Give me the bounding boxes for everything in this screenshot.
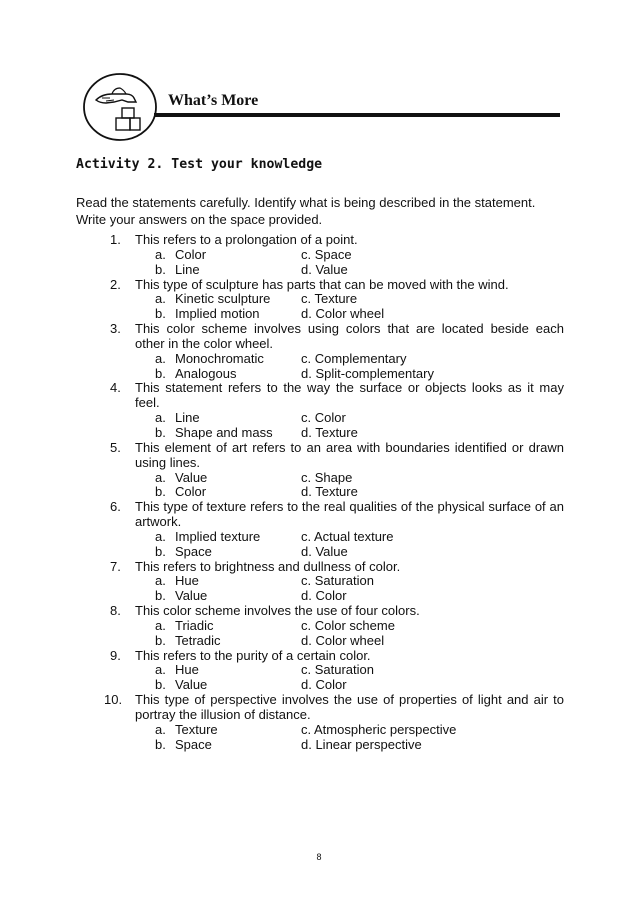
- option-right: c. Complementary: [301, 350, 407, 366]
- option-right: d. Color: [301, 677, 347, 693]
- question-number: 6.: [110, 499, 121, 515]
- option-right: c. Saturation: [301, 662, 374, 678]
- question-number: 5.: [110, 439, 121, 455]
- option-text: Color: [175, 484, 207, 500]
- question-number: 8.: [110, 603, 121, 619]
- option-text: Color: [175, 246, 207, 262]
- option-text: Implied texture: [175, 528, 261, 544]
- option-left: [155, 589, 301, 604]
- instructions-line: Read the statements carefully. Identify what is being described in the statement.: [76, 195, 536, 210]
- option-left: [155, 248, 301, 263]
- option-text: Analogous: [175, 365, 237, 381]
- option-row: [135, 634, 564, 649]
- option-right: d. Color wheel: [301, 632, 385, 648]
- option-right: c. Space: [301, 246, 352, 262]
- option-right: d. Linear perspective: [301, 736, 422, 752]
- option-row: [135, 411, 564, 426]
- option-row: [135, 352, 564, 367]
- option-letter: b.: [155, 736, 166, 752]
- section-title: What’s More: [168, 92, 259, 109]
- option-right: c. Color: [301, 410, 346, 426]
- option-right: d. Texture: [301, 424, 358, 440]
- option-row: [135, 663, 564, 678]
- option-left: [155, 471, 301, 486]
- option-right: d. Color: [301, 588, 347, 604]
- option-left: [155, 485, 301, 500]
- option-row: [135, 292, 564, 307]
- question-number: 3.: [110, 321, 121, 337]
- option-letter: b.: [155, 424, 166, 440]
- option-left: [155, 545, 301, 560]
- option-right: d. Split-complementary: [301, 365, 434, 381]
- option-left: [155, 367, 301, 382]
- option-row: [135, 589, 564, 604]
- section-header: [82, 72, 560, 142]
- option-text: Space: [175, 543, 212, 559]
- option-right: d. Color wheel: [301, 306, 385, 322]
- option-letter: a.: [155, 410, 166, 426]
- option-right: c. Shape: [301, 469, 353, 485]
- option-row: [135, 471, 564, 486]
- option-row: [135, 619, 564, 634]
- question-number: 4.: [110, 380, 121, 396]
- option-letter: b.: [155, 677, 166, 693]
- option-left: [155, 723, 301, 738]
- option-row: [135, 307, 564, 322]
- header-rule: [154, 113, 560, 117]
- option-letter: a.: [155, 721, 166, 737]
- option-right: c. Actual texture: [301, 528, 394, 544]
- question-item: [110, 604, 564, 649]
- option-left: [155, 678, 301, 693]
- option-letter: a.: [155, 469, 166, 485]
- option-text: Space: [175, 736, 212, 752]
- question-text: This color scheme involves the use of four colors.: [135, 603, 420, 619]
- question-text: This refers to a prolongation of a point.: [135, 232, 358, 247]
- option-right: c. Saturation: [301, 573, 374, 589]
- option-text: Tetradic: [175, 632, 221, 648]
- option-text: Hue: [175, 662, 199, 678]
- question-text: This type of texture refers to the real qualities of the physical surface of an artwork.: [135, 499, 564, 530]
- option-letter: a.: [155, 662, 166, 678]
- option-letter: a.: [155, 246, 166, 262]
- option-row: [135, 723, 564, 738]
- option-letter: b.: [155, 306, 166, 322]
- option-text: Triadic: [175, 617, 214, 633]
- question-text: This type of perspective involves the use of properties of light and air to portray the illusion of distance.: [135, 692, 564, 722]
- question-list: [104, 232, 564, 753]
- option-right: c. Atmospheric perspective: [301, 721, 457, 737]
- option-left: [155, 530, 301, 545]
- question-item: [110, 441, 564, 500]
- option-text: Value: [175, 469, 208, 485]
- option-right: c. Texture: [301, 291, 358, 307]
- option-left: [155, 292, 301, 307]
- activity-title: Activity 2. Test your knowledge: [76, 157, 323, 172]
- hand-blocks-icon: [82, 72, 158, 142]
- option-left: [155, 574, 301, 589]
- instructions-line: Write your answers on the space provided.: [76, 212, 323, 227]
- option-text: Value: [175, 677, 208, 693]
- option-row: [135, 426, 564, 441]
- option-right: d. Value: [301, 261, 348, 277]
- option-row: [135, 248, 564, 263]
- option-letter: b.: [155, 484, 166, 500]
- option-left: [155, 307, 301, 322]
- question-item: [104, 692, 564, 752]
- instructions: [76, 194, 576, 228]
- question-text: This type of sculpture has parts that can be moved with the wind.: [135, 276, 509, 292]
- question-item: [110, 381, 564, 440]
- option-letter: a.: [155, 573, 166, 589]
- question-number: 7.: [110, 558, 121, 574]
- option-row: [135, 263, 564, 278]
- option-left: [155, 352, 301, 367]
- option-letter: b.: [155, 261, 166, 277]
- option-text: Monochromatic: [175, 350, 264, 366]
- option-letter: a.: [155, 350, 166, 366]
- option-text: Value: [175, 588, 208, 604]
- option-row: [135, 574, 564, 589]
- option-row: [135, 678, 564, 693]
- option-row: [135, 530, 564, 545]
- question-item: [110, 278, 564, 323]
- option-text: Implied motion: [175, 306, 260, 322]
- question-text: This refers to the purity of a certain color.: [135, 647, 371, 663]
- option-letter: b.: [155, 632, 166, 648]
- option-left: [155, 426, 301, 441]
- question-item: [110, 322, 564, 381]
- question-number: 2.: [110, 276, 121, 292]
- question-number: 1.: [110, 232, 121, 247]
- option-letter: b.: [155, 588, 166, 604]
- option-right: d. Texture: [301, 484, 358, 500]
- option-left: [155, 619, 301, 634]
- option-letter: b.: [155, 365, 166, 381]
- question-item: [110, 649, 564, 694]
- option-text: Kinetic sculpture: [175, 291, 271, 307]
- question-item: [110, 233, 564, 278]
- option-left: [155, 263, 301, 278]
- option-text: Texture: [175, 721, 218, 737]
- option-left: [155, 663, 301, 678]
- option-row: [135, 545, 564, 560]
- option-row: [135, 367, 564, 382]
- option-letter: a.: [155, 291, 166, 307]
- question-item: [110, 500, 564, 559]
- option-text: Line: [175, 261, 200, 277]
- option-left: [155, 411, 301, 426]
- option-right: d. Value: [301, 543, 348, 559]
- option-right: c. Color scheme: [301, 617, 395, 633]
- option-letter: a.: [155, 528, 166, 544]
- question-text: This element of art refers to an area with boundaries identified or drawn using lines.: [135, 439, 564, 470]
- option-row: [135, 738, 564, 753]
- question-text: This statement refers to the way the surface or objects looks as it may feel.: [135, 380, 564, 411]
- option-text: Hue: [175, 573, 199, 589]
- option-letter: a.: [155, 617, 166, 633]
- question-item: [110, 560, 564, 605]
- option-left: [155, 738, 301, 753]
- option-letter: b.: [155, 543, 166, 559]
- page-number: 8: [316, 852, 322, 862]
- question-number: 9.: [110, 647, 121, 663]
- option-left: [155, 634, 301, 649]
- option-text: Line: [175, 410, 200, 426]
- question-number: 10.: [104, 692, 123, 708]
- option-row: [135, 485, 564, 500]
- question-text: This refers to brightness and dullness of color.: [135, 558, 401, 574]
- option-text: Shape and mass: [175, 424, 273, 440]
- question-text: This color scheme involves using colors that are located beside each other in the color wheel.: [135, 321, 564, 351]
